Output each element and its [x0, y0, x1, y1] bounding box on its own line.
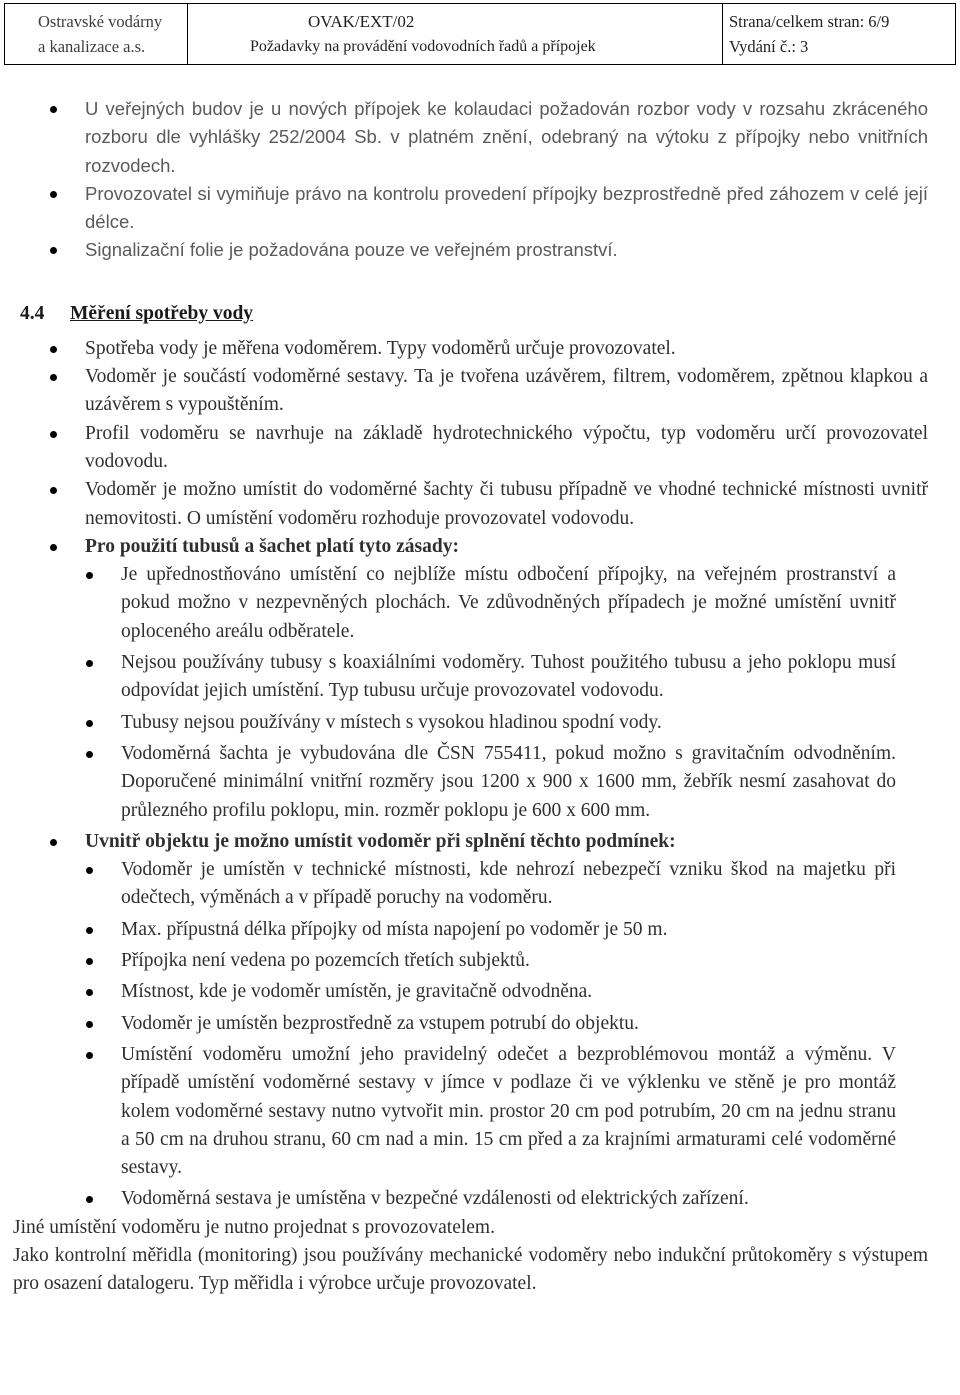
list-item: Vodoměr je součástí vodoměrné sestavy. Ta je tvořena uzávěrem, filtrem, vodoměrem, zpětnou klapkou a uzávěrem s vypouštěním.	[85, 363, 928, 420]
list-item: Vodoměrná šachta je vybudována dle ČSN 755411, pokud možno s gravitačním odvodněním. Doporučené minimální vnitřní rozměry jsou 1200 x 900 x 1600 mm, žebřík nesmí zasahovat do průlezného profilu poklopu, min. rozměr poklopu je 600 x 600 mm.	[121, 740, 896, 825]
list-item: Vodoměr je možno umístit do vodoměrné šachty či tubusu případně ve vhodné technické místnosti uvnitř nemovitosti. O umístění vodoměru rozhoduje provozovatel vodovodu.	[85, 476, 928, 533]
list-item: Vodoměrná sestava je umístěna v bezpečné vzdálenosti od elektrických zařízení.	[121, 1185, 896, 1213]
document-title-cell	[188, 4, 723, 64]
section-heading	[20, 303, 960, 325]
document-code: OVAK/EXT/02	[308, 12, 415, 31]
document-header	[4, 3, 956, 65]
object-conditions-heading	[85, 828, 928, 1214]
list-item: U veřejných budov je u nových přípojek ke kolaudaci požadován rozbor vody v rozsahu zkráceného rozboru dle vyhlášky 252/2004 Sb. v platném znění, odebraný na výtoku z přípojky nebo vnitřních rozvodech.	[85, 95, 928, 180]
tubus-heading-text: Pro použití tubusů a šachet platí tyto zásady:	[85, 535, 459, 557]
company-name-line2: a kanalizace a.s.	[38, 37, 146, 56]
list-item: Přípojka není vedena po pozemcích třetích subjektů.	[121, 947, 896, 975]
page-info-cell	[723, 4, 955, 64]
object-heading-text: Uvnitř objektu je možno umístit vodoměr při splnění těchto podmínek:	[85, 830, 676, 852]
list-item: Provozovatel si vymiňuje právo na kontrolu provedení přípojky bezprostředně před záhozem v celé její délce.	[85, 180, 928, 237]
section-number: 4.4	[20, 302, 45, 324]
object-bullet-list	[0, 856, 928, 1214]
tubus-rules-heading	[85, 533, 928, 825]
measurement-bullet-list	[0, 335, 960, 1214]
list-item: Umístění vodoměru umožní jeho pravidelný odečet a bezproblémovou montáž a výměnu. V případě umístění vodoměrné sestavy v jímce v podlaze či ve výklenku ve stěně je pro montáž kolem vodoměrné sestavy nutno vytvořit min. prostor 20 cm pod potrubím, 20 cm na jednu stranu a 50 cm na druhou stranu, 60 cm nad a min. 15 cm před a za krajními armaturami celé vodoměrné sestavy.	[121, 1041, 896, 1182]
document-body	[0, 95, 960, 1299]
list-item: Tubusy nejsou používány v místech s vysokou hladinou spodní vody.	[121, 709, 896, 737]
list-item: Nejsou používány tubusy s koaxiálními vodoměry. Tuhost použitého tubusu a jeho poklopu musí odpovídat jejich umístění. Typ tubusu určuje provozovatel vodovodu.	[121, 649, 896, 706]
list-item: Signalizační folie je požadována pouze ve veřejném prostranství.	[85, 236, 928, 264]
list-item: Vodoměr je umístěn v technické místnosti, kde nehrozí nebezpečí vzniku škod na majetku při odečtech, výměnách a v případě poruchy na vodoměru.	[121, 856, 896, 913]
edition-number: Vydání č.: 3	[729, 37, 809, 56]
intro-bullet-list	[0, 95, 960, 265]
list-item: Je upřednostňováno umístění co nejblíže místu odbočení přípojky, na veřejném prostranství a pokud možno v nezpevněných plochách. Ve zdůvodněných případech je možné umístění uvnitř oploceného areálu odběratele.	[121, 561, 896, 646]
section-title: Měření spotřeby vody	[70, 302, 254, 324]
list-item: Vodoměr je umístěn bezprostředně za vstupem potrubí do objektu.	[121, 1010, 896, 1038]
closing-paragraph: Jako kontrolní měřidla (monitoring) jsou používány mechanické vodoměry nebo indukční průtokoměry s výstupem pro osazení datalogeru. Typ měřidla i výrobce určuje provozovatel.	[13, 1244, 928, 1295]
list-item: Max. přípustná délka přípojky od místa napojení po vodoměr je 50 m.	[121, 916, 896, 944]
company-cell	[5, 4, 188, 64]
document-title: Požadavky na provádění vodovodních řadů a přípojek	[250, 38, 596, 55]
tubus-bullet-list	[0, 561, 928, 825]
closing-paragraph: Jiné umístění vodoměru je nutno projednat s provozovatelem.	[13, 1216, 495, 1238]
list-item: Profil vodoměru se navrhuje na základě hydrotechnického výpočtu, typ vodoměru určí provozovatel vodovodu.	[85, 420, 928, 477]
list-item: Místnost, kde je vodoměr umístěn, je gravitačně odvodněna.	[121, 978, 896, 1006]
company-name-line1: Ostravské vodárny	[38, 12, 163, 31]
list-item: Spotřeba vody je měřena vodoměrem. Typy vodoměrů určuje provozovatel.	[85, 335, 928, 363]
page-count: Strana/celkem stran: 6/9	[729, 12, 890, 31]
